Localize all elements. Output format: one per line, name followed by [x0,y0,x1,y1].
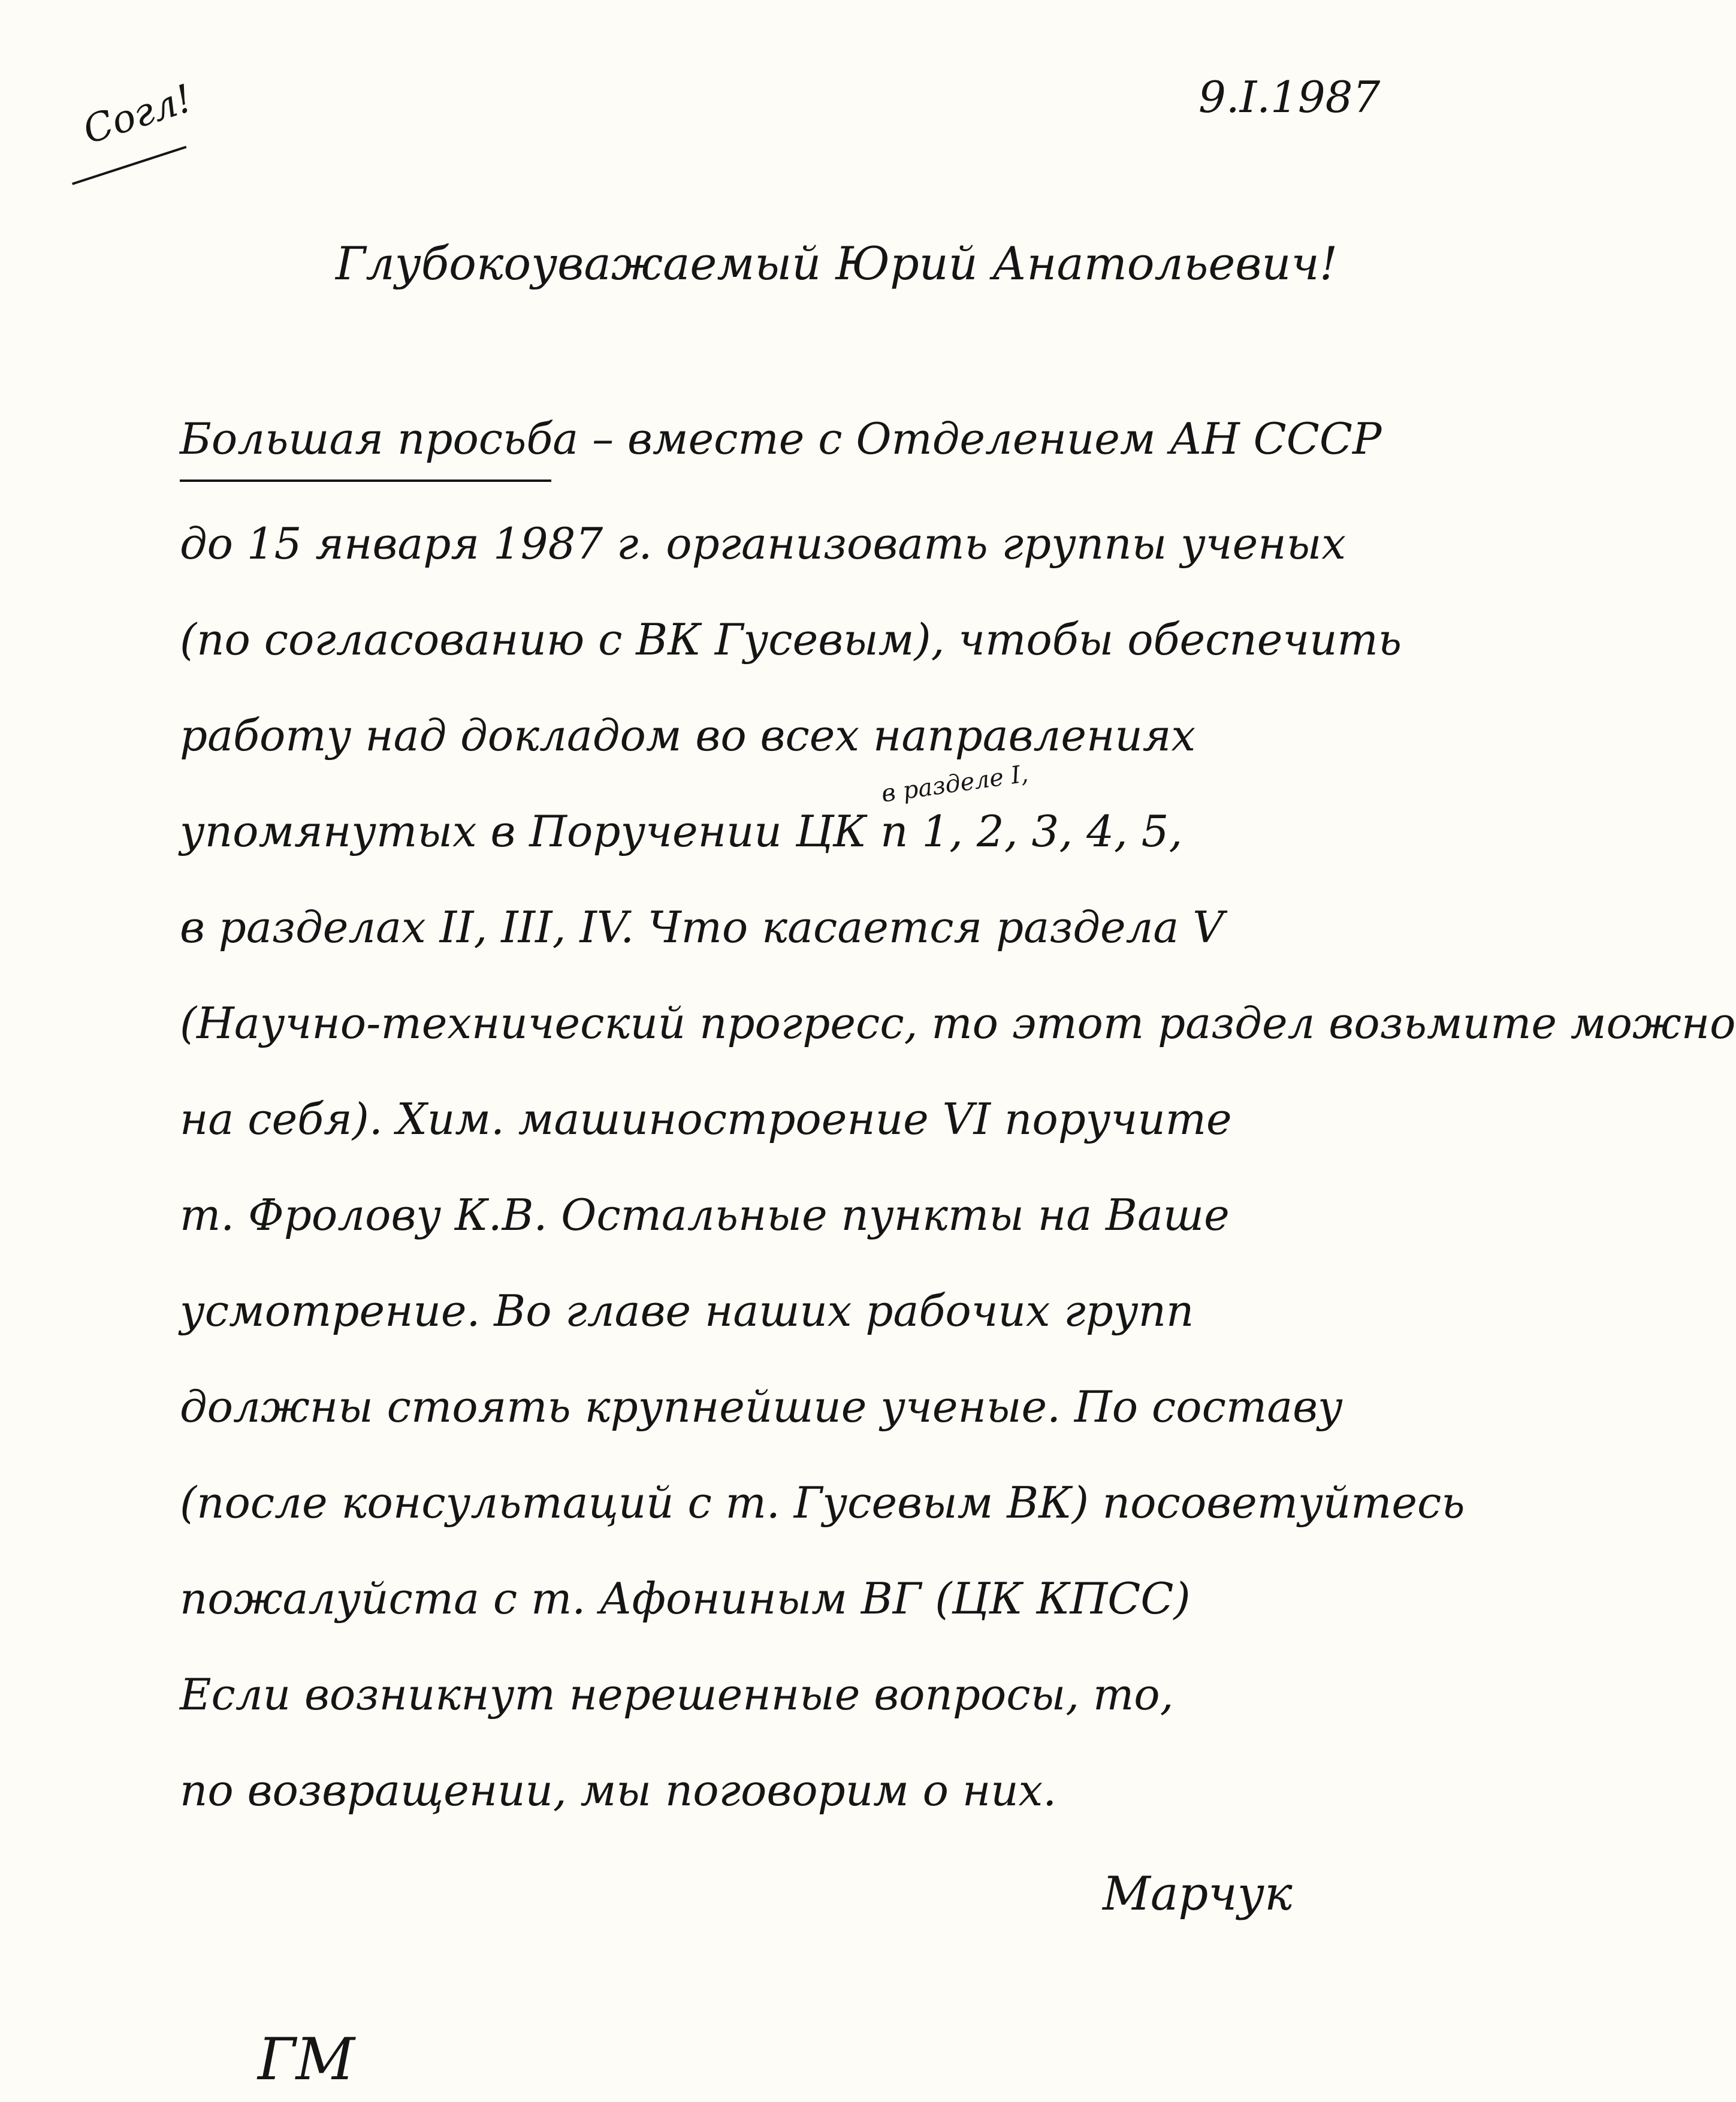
approval-underline [72,146,186,185]
body-line-6: в разделах II, III, IV. Что касается раздела V [180,902,1224,952]
body-line-9: т. Фролову К.В. Остальные пункты на Ваше [180,1190,1230,1240]
margin-insert: в разделе I, [879,760,1030,808]
letter-date: 9.I.1987 [1198,72,1381,122]
signature: Марчук [1103,1867,1293,1921]
body-line-12: (после консультаций с т. Гусевым ВК) посоветуйтесь [180,1477,1465,1528]
body-line-13: пожалуйста с т. Афониным ВГ (ЦК КПСС) [180,1573,1191,1624]
body-line-1: Большая просьба – вместе с Отделением АН СССР [180,414,1382,464]
body-line-2: до 15 января 1987 г. организовать группы ученых [180,518,1346,569]
initials-mark: ГМ [258,2026,355,2093]
body-line-15: по возвращении, мы поговорим о них. [180,1765,1057,1815]
body-line-8: на себя). Хим. машиностроение VI поручите [180,1094,1232,1144]
body-line-7: (Научно-технический прогресс, то этот раздел возьмите можно [180,998,1736,1048]
approval-mark: Согл! [78,76,198,153]
body-line-10: усмотрение. Во главе наших рабочих групп [180,1286,1194,1336]
body-line-3: (по согласованию с ВК Гусевым), чтобы обеспечить [180,614,1402,665]
body-line-5: упомянутых в Поручении ЦК п 1, 2, 3, 4, 5, [180,806,1183,857]
body-line-4: работу над докладом во всех направлениях [180,710,1196,761]
body-line-11: должны стоять крупнейшие ученые. По составу [180,1382,1343,1432]
emphasis-underline [180,479,551,482]
body-line-14: Если возникнут нерешенные вопросы, то, [180,1669,1174,1720]
salutation: Глубокоуважаемый Юрий Анатольевич! [336,237,1338,290]
